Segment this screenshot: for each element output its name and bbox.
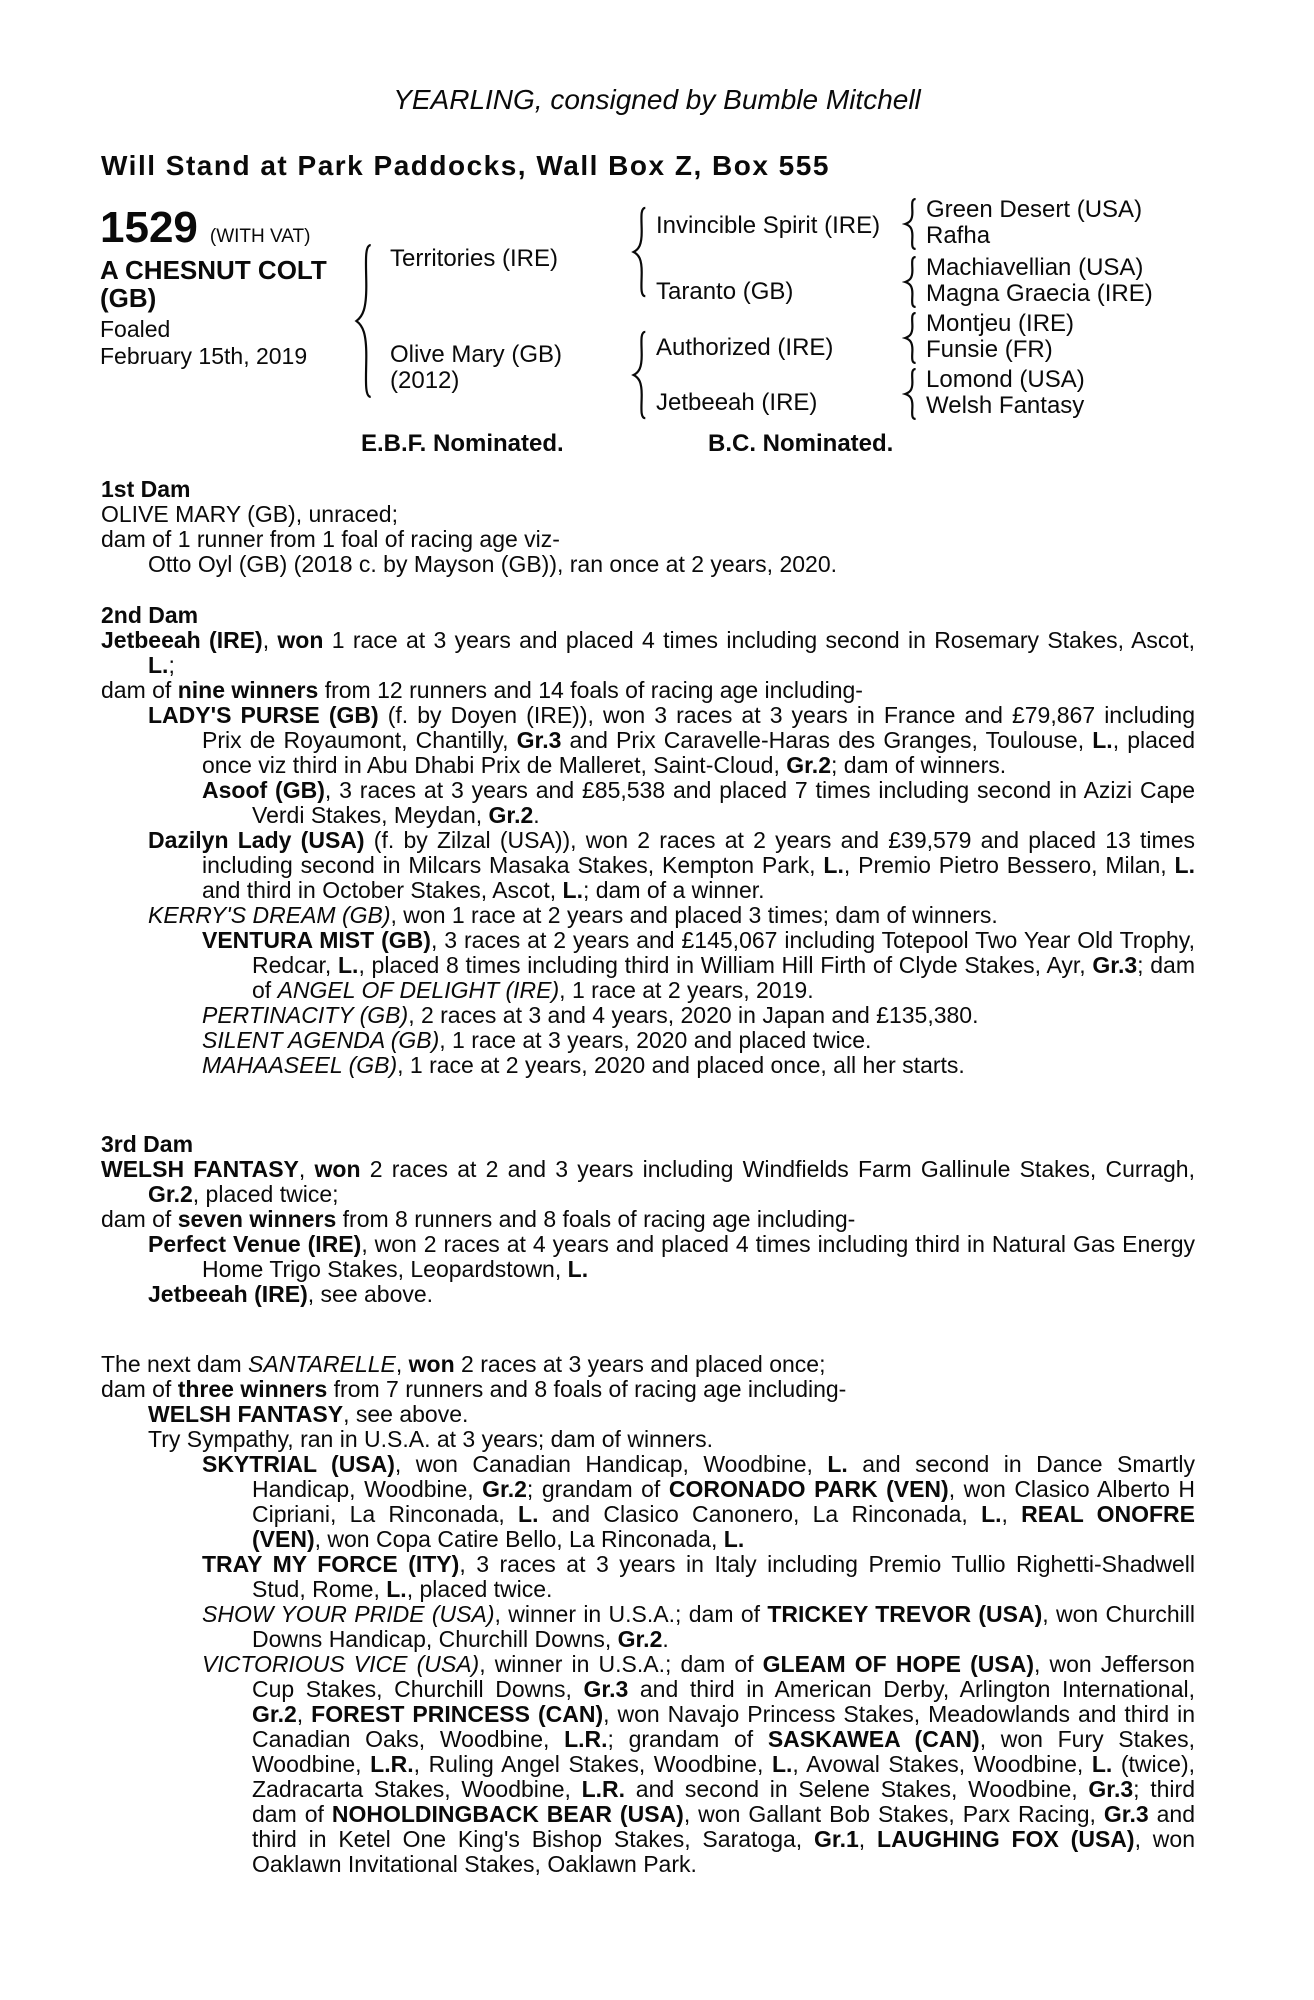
paragraph: Jetbeeah (IRE), won 1 race at 3 years and placed 4 times including second in Rosemary Stakes, Ascot, L.;	[101, 627, 1195, 678]
paragraph: OLIVE MARY (GB), unraced;	[101, 501, 398, 527]
grandsire-name: Invincible Spirit (IRE)	[656, 212, 881, 239]
vat-note: (WITH VAT)	[209, 226, 311, 247]
pedigree-block	[0, 0, 1314, 470]
paragraph: VICTORIOUS VICE (USA), winner in U.S.A.; dam of GLEAM OF HOPE (USA), won Jefferson Cup Stakes, Churchill Downs, Gr.3 and third in American Derby, Arlington International, Gr.2, FOREST PRINCESS (CAN), won Navajo Princess Stakes, Meadowlands and third in Canadian Oaks, Woodbine, L.R.; grandam of SASKAWEA (CAN), won Fury Stakes, Woodbine, L.R., Ruling Angel Stakes, Woodbine, L., Avowal Stakes, Woodbine, L. (twice), Zadracarta Stakes, Woodbine, L.R. and second in Selene Stakes, Woodbine, Gr.3; third dam of NOHOLDINGBACK BEAR (USA), won Gallant Bob Stakes, Parx Racing, Gr.3 and third in Ketel One King's Bishop Stakes, Saratoga, Gr.1, LAUGHING FOX (USA), won Oaklawn Invitational Stakes, Oaklawn Park.	[202, 1651, 1195, 1877]
foaled-label: Foaled	[100, 316, 171, 342]
section-heading: 1st Dam	[101, 476, 191, 502]
lot-block	[100, 203, 327, 370]
section-heading: 2nd Dam	[101, 602, 199, 628]
pedigree-brace	[902, 368, 918, 420]
grandsire-name: Authorized (IRE)	[656, 334, 834, 361]
section-1st-dam	[101, 477, 1195, 577]
paragraph: dam of seven winners from 8 runners and 8 foals of racing age including-	[101, 1206, 856, 1232]
paragraph: WELSH FANTASY, won 2 races at 2 and 3 years including Windfields Farm Gallinule Stakes, Curragh, Gr.2, placed twice;	[101, 1156, 1195, 1207]
horse-description-line2: (GB)	[100, 283, 157, 313]
stand-location-line: Will Stand at Park Paddocks, Wall Box Z, Box 555	[101, 150, 830, 181]
paragraph: LADY'S PURSE (GB) (f. by Doyen (IRE)), won 3 races at 3 years in France and £79,867 including Prix de Royaumont, Chantilly, Gr.3 and Prix Caravelle-Haras des Granges, Toulouse, L., placed once viz third in Abu Dhabi Prix de Malleret, Saint-Cloud, Gr.2; dam of winners.	[148, 702, 1195, 778]
greatgranddam-name: Magna Graecia (IRE)	[926, 280, 1153, 307]
horse-description-line1: A CHESNUT COLT	[100, 255, 327, 285]
greatgrandsire-name: Lomond (USA)	[926, 366, 1085, 393]
pedigree-text	[101, 477, 1195, 1877]
paragraph: dam of nine winners from 12 runners and 14 foals of racing age including-	[101, 677, 863, 703]
pedigree-brace	[630, 330, 648, 420]
paragraph: Dazilyn Lady (USA) (f. by Zilzal (USA)), won 2 races at 2 years and £39,579 and placed 13 times including second in Milcars Masaka Stakes, Kempton Park, L., Premio Pietro Bessero, Milan, L. and third in October Stakes, Ascot, L.; dam of a winner.	[148, 827, 1195, 903]
paragraph: Asoof (GB), 3 races at 3 years and £85,538 and placed 7 times including second in Azizi Cape Verdi Stakes, Meydan, Gr.2.	[202, 777, 1195, 828]
greatgranddam-name: Funsie (FR)	[926, 336, 1053, 363]
section-next-dam	[101, 1352, 1195, 1877]
horse-description	[100, 256, 327, 312]
paragraph: The next dam SANTARELLE, won 2 races at 3 years and placed once;	[101, 1351, 826, 1377]
section-heading: 3rd Dam	[101, 1131, 194, 1157]
greatgrandsire-name: Machiavellian (USA)	[926, 254, 1144, 281]
paragraph: Try Sympathy, ran in U.S.A. at 3 years; dam of winners.	[148, 1426, 713, 1452]
bc-nominated: B.C. Nominated.	[708, 430, 894, 457]
paragraph: Otto Oyl (GB) (2018 c. by Mayson (GB)), ran once at 2 years, 2020.	[148, 551, 838, 577]
foaled-block	[100, 316, 327, 370]
granddam-name: Jetbeeah (IRE)	[656, 389, 818, 416]
greatgranddam-name: Rafha	[926, 222, 991, 249]
paragraph: KERRY'S DREAM (GB), won 1 race at 2 years and placed 3 times; dam of winners.	[148, 902, 998, 928]
pedigree-brace	[630, 206, 648, 298]
pedigree-brace	[902, 256, 918, 308]
greatgranddam-name: Welsh Fantasy	[926, 392, 1085, 419]
paragraph: SHOW YOUR PRIDE (USA), winner in U.S.A.; dam of TRICKEY TREVOR (USA), won Churchill Downs Handicap, Churchill Downs, Gr.2.	[202, 1601, 1196, 1652]
paragraph: SILENT AGENDA (GB), 1 race at 3 years, 2020 and placed twice.	[202, 1027, 872, 1053]
paragraph: MAHAASEEL (GB), 1 race at 2 years, 2020 and placed once, all her starts.	[202, 1052, 965, 1078]
greatgrandsire-name: Montjeu (IRE)	[926, 310, 1075, 337]
pedigree-brace	[902, 312, 918, 364]
paragraph: dam of three winners from 7 runners and 8 foals of racing age including-	[101, 1376, 847, 1402]
lot-number: 1529	[100, 203, 198, 252]
dam-year: (2012)	[390, 367, 460, 394]
pedigree-brace	[352, 242, 374, 400]
page-title: YEARLING, consigned by Bumble Mitchell	[393, 84, 921, 115]
paragraph: Jetbeeah (IRE), see above.	[148, 1281, 434, 1307]
granddam-name: Taranto (GB)	[656, 278, 794, 305]
sire-name: Territories (IRE)	[390, 245, 559, 272]
pedigree-brace	[902, 198, 918, 250]
paragraph: WELSH FANTASY, see above.	[148, 1401, 469, 1427]
section-2nd-dam	[101, 603, 1195, 1078]
paragraph: TRAY MY FORCE (ITY), 3 races at 3 years in Italy including Premio Tullio Righetti-Shadwell Stud, Rome, L., placed twice.	[202, 1551, 1196, 1602]
paragraph: SKYTRIAL (USA), won Canadian Handicap, Woodbine, L. and second in Dance Smartly Handicap, Woodbine, Gr.2; grandam of CORONADO PARK (VEN), won Clasico Alberto H Cipriani, La Rinconada, L. and Clasico Canonero, La Rinconada, L., REAL ONOFRE (VEN), won Copa Catire Bello, La Rinconada, L.	[202, 1451, 1195, 1552]
paragraph: Perfect Venue (IRE), won 2 races at 4 years and placed 4 times including third in Natural Gas Energy Home Trigo Stakes, Leopardstown, L.	[148, 1231, 1195, 1282]
greatgrandsire-name: Green Desert (USA)	[926, 196, 1143, 223]
section-3rd-dam	[101, 1132, 1195, 1307]
foaled-date: February 15th, 2019	[100, 343, 308, 369]
paragraph: VENTURA MIST (GB), 3 races at 2 years and £145,067 including Totepool Two Year Old Trophy, Redcar, L., placed 8 times including third in William Hill Firth of Clyde Stakes, Ayr, Gr.3; dam of ANGEL OF DELIGHT (IRE), 1 race at 2 years, 2019.	[202, 927, 1195, 1003]
paragraph: dam of 1 runner from 1 foal of racing age viz-	[101, 526, 560, 552]
paragraph: PERTINACITY (GB), 2 races at 3 and 4 years, 2020 in Japan and £135,380.	[202, 1002, 979, 1028]
dam-name: Olive Mary (GB)	[390, 341, 563, 368]
ebf-nominated: E.B.F. Nominated.	[361, 430, 564, 457]
